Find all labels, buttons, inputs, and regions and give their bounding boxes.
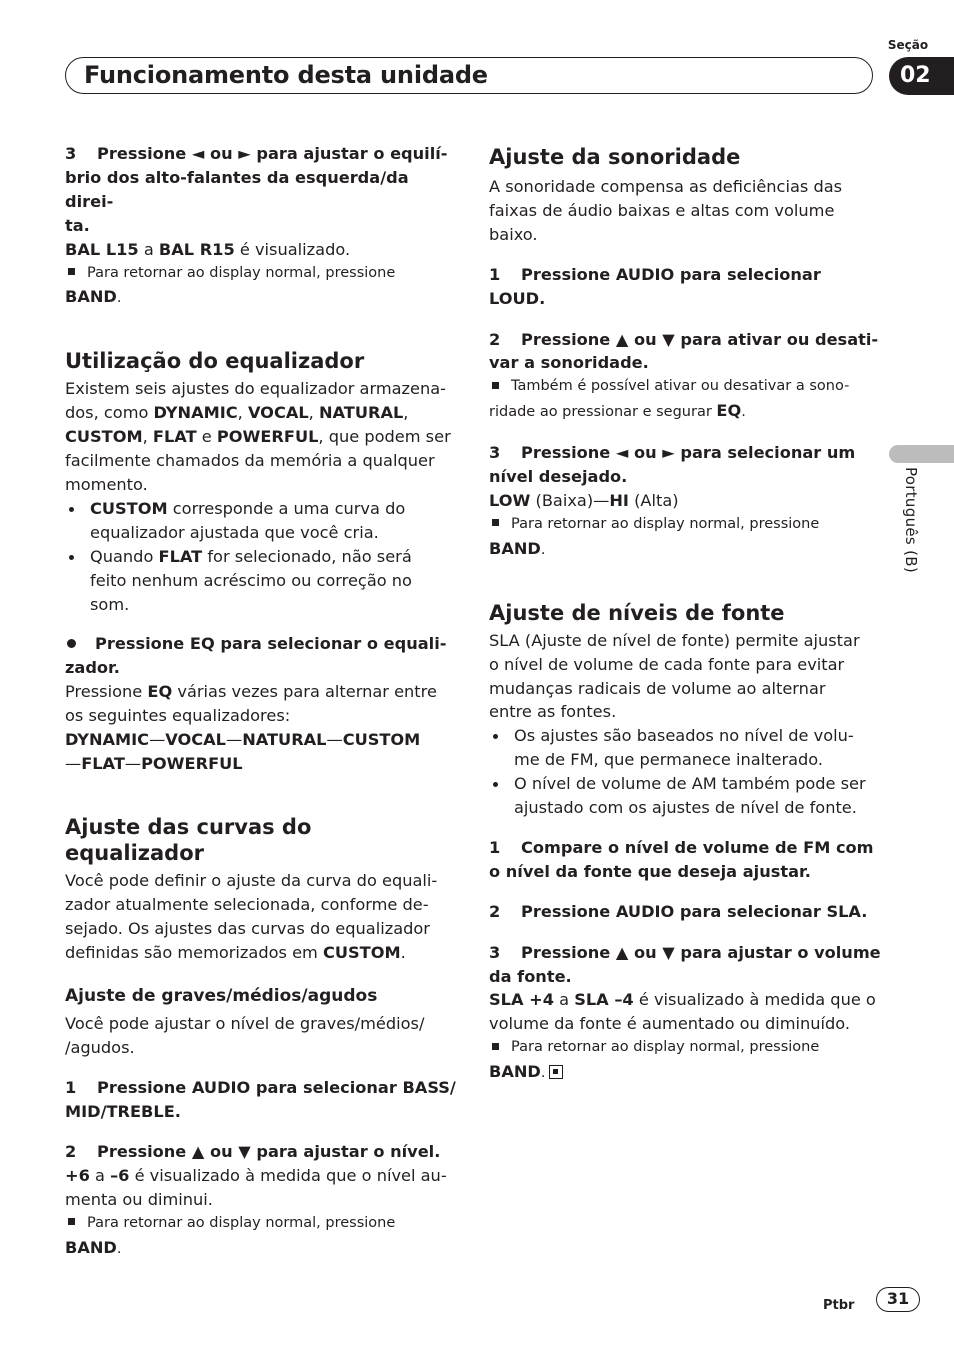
eq-name: CUSTOM [322,942,401,962]
note-square-icon [492,382,499,389]
step-text: Pressione EQ para selecionar o equali- [95,634,447,654]
text: facilmente chamados da memória a qualquer [65,451,435,471]
text: é visualizado. [239,239,351,259]
display-value: LOW [489,490,531,510]
note-text: Para retornar ao display normal, pressione [87,264,396,281]
text: Quando [90,546,154,566]
eq-name: FLAT [152,427,197,447]
text: . [400,942,406,962]
bullet-item [489,724,881,772]
eq-name: FLAT [158,546,203,566]
eq-name: VOCAL [165,730,226,750]
text: me de FM, que permanece inalterado. [514,750,824,770]
section-label: Seção [887,38,929,52]
step-text: Pressione ◄ ou ► para selecionar um [521,443,856,463]
eq-name: DYNAMIC [65,730,150,750]
text: equalizador ajustada que você cria. [90,522,379,542]
section-number-badge: 02 [889,57,954,95]
subsection-heading: Ajuste de graves/médios/agudos [65,986,378,1007]
step-number: 1 [489,264,501,284]
note-text: Também é possível ativar ou desativar a sono- [511,378,850,395]
text: , [237,403,243,423]
bmt-step-1 [65,1076,457,1124]
loudness-levels [489,489,881,513]
text: entre as fontes. [489,702,617,722]
eq-name: VOCAL [247,403,309,423]
sla-result [489,988,881,1036]
bullet-item [65,497,457,545]
text: faixas de áudio baixas e altas com volume [489,200,835,220]
step-number: 2 [489,329,501,349]
text: zador atualmente selecionada, conforme de- [65,894,429,914]
bmt-result [65,1164,457,1212]
text: /agudos. [65,1038,135,1058]
text: , que podem ser [318,427,451,447]
header-bar [65,57,873,94]
key-name: BAND [489,538,541,558]
page-title: Funcionamento desta unidade [84,61,488,89]
text: , [308,403,314,423]
text: . [116,1240,122,1257]
step-text: Pressione ▲ ou ▼ para ajustar o volume [521,942,881,962]
bullet-dot-icon [67,639,76,648]
section-heading: Utilização do equalizador [65,349,365,374]
key-name: BAND [65,287,117,307]
note-text: Para retornar ao display normal, pressione [87,1214,396,1231]
eq-name: POWERFUL [141,753,243,773]
loudness-step-2 [489,328,881,376]
text: e [201,427,212,447]
bmt-note [65,1212,457,1262]
bullet-item [489,772,881,820]
text: a [559,990,570,1010]
left-column [65,142,457,1262]
text: . [540,1065,546,1082]
step-number: 2 [65,1142,77,1162]
display-value: SLA +4 [489,990,554,1010]
equalizer-select-step [65,632,457,680]
text: menta ou diminui. [65,1189,213,1209]
text: os seguintes equalizadores: [65,706,291,726]
loudness-text [489,175,881,247]
curve-text [65,869,457,965]
eq-name: POWERFUL [216,427,319,447]
sla-step-2 [489,900,881,924]
dash: — [326,730,343,750]
dash: — [149,730,166,750]
text: Os ajustes são baseados no nível de volu- [514,726,854,746]
text: é visualizado à medida que o [638,990,876,1010]
step-number: 3 [489,942,501,962]
text: Você pode ajustar o nível de graves/médios/ [65,1014,425,1034]
equalizer-sequence [65,728,457,776]
step-text: Pressione AUDIO para selecionar SLA. [521,901,868,921]
eq-name: DYNAMIC [153,403,238,423]
text: Você pode definir o ajuste da curva do equali- [65,870,438,890]
sla-text [489,629,881,725]
text: Existem seis ajustes do equalizador armazena- [65,379,447,399]
side-language-label: Português (B) [902,467,920,573]
key-name: BAND [65,1237,117,1257]
key-name: EQ [147,682,173,702]
step-text: brio dos alto-falantes da esquerda/da direi- [65,167,409,211]
display-value: SLA –4 [574,990,634,1010]
eq-name: NATURAL [318,403,404,423]
loudness-step-1 [489,263,881,311]
section-heading: Ajuste das curvas do equalizador [65,814,312,865]
text: corresponde a uma curva do [172,498,406,518]
step-number: 3 [65,144,77,163]
note-square-icon [492,519,499,526]
text: mudanças radicais de volume ao alternar [489,678,826,698]
loudness-step-3 [489,441,881,489]
text: SLA (Ajuste de nível de fonte) permite ajustar [489,630,860,650]
bmt-step-2 [65,1140,457,1164]
text: definidas são memorizados em [65,942,318,962]
section-heading: Ajuste da sonoridade [489,145,741,169]
note-text: Para retornar ao display normal, pressione [511,1039,820,1056]
equalizer-intro [65,377,457,497]
display-value: +6 [65,1166,90,1185]
end-of-section-icon [549,1065,563,1079]
key-name: BAND [489,1062,541,1082]
equalizer-step-text [65,680,457,728]
text: volume da fonte é aumentado ou diminuído. [489,1014,851,1034]
text: baixo. [489,224,538,244]
display-value: –6 [110,1166,130,1185]
dash: — [124,753,142,773]
bmt-text [65,1012,457,1060]
text: for selecionado, não será [207,546,412,566]
text: a [143,239,154,259]
step-number: 1 [65,1078,77,1098]
note-square-icon [68,268,75,275]
text: . [116,290,122,307]
step-text: Pressione ▲ ou ▼ para ajustar o nível. [97,1142,441,1162]
page-number: 31 [876,1287,920,1312]
text: , [142,427,148,447]
text: . [540,541,546,558]
text: a [94,1166,105,1185]
eq-name: CUSTOM [90,498,168,518]
dash: — [65,753,82,773]
step-text: Compare o nível de volume de FM com [521,837,874,857]
sla-step-1 [489,836,881,884]
text: A sonoridade compensa as deficiências das [489,177,843,196]
eq-name: NATURAL [242,730,327,750]
text: é visualizado à medida que o nível au- [134,1166,447,1185]
loudness-note-2 [489,513,881,563]
text: . [741,404,746,421]
eq-name: CUSTOM [65,427,143,447]
text: ajustado com os ajustes de nível de fonte. [514,798,857,818]
sla-step-3 [489,941,881,989]
sla-note [489,1036,881,1086]
step-number: 2 [489,901,501,921]
note-text: Para retornar ao display normal, pressione [511,515,820,532]
eq-name: CUSTOM [342,730,421,750]
text: , [403,403,409,423]
text: (Baixa)— [535,490,610,510]
step-text: Pressione AUDIO para selecionar BASS/ [97,1078,456,1098]
text: várias vezes para alternar entre [177,682,437,702]
step-number: 1 [489,837,501,857]
step-text: var a sonoridade. [489,353,649,373]
text: Pressione [65,682,143,702]
display-value: BAL L15 [65,239,139,259]
note-square-icon [68,1218,75,1225]
text: O nível de volume de AM também pode ser [514,774,866,794]
display-value: BAL R15 [158,239,235,259]
text: som. [90,594,130,614]
step-text: Pressione ◄ ou ► para ajustar o equilí- [97,144,448,163]
step-text: zador. [65,658,120,678]
text: momento. [65,474,148,494]
step-text: da fonte. [489,966,572,986]
section-heading: Ajuste de níveis de fonte [489,600,785,625]
dash: — [226,730,243,750]
text: o nível de volume de cada fonte para evitar [489,654,845,674]
step-text: Pressione ▲ ou ▼ para ativar ou desati- [521,329,879,349]
key-name: EQ [716,401,742,421]
text: (Alta) [634,490,679,510]
note-square-icon [492,1043,499,1050]
step-number: 3 [489,443,501,463]
language-tab-marker [889,445,954,463]
loudness-note-1 [489,375,881,425]
right-column [489,142,881,1086]
balance-step [65,142,457,238]
balance-note [65,262,457,312]
step-text: o nível da fonte que deseja ajustar. [489,861,811,881]
text: sejado. Os ajustes das curvas do equalizador [65,918,430,938]
bullet-item [65,545,457,617]
display-value: HI [609,490,629,510]
text: feito nenhum acréscimo ou correção no [90,570,412,590]
step-text: MID/TREBLE. [65,1102,181,1122]
step-text: Pressione AUDIO para selecionar LOUD. [489,264,821,308]
balance-result [65,238,457,262]
text: dos, como [65,403,149,423]
eq-name: FLAT [81,753,125,773]
step-text: ta. [65,215,90,235]
step-text: nível desejado. [489,467,628,487]
footer-language-code: Ptbr [823,1298,855,1313]
note-text: ridade ao pressionar e segurar [489,404,712,421]
